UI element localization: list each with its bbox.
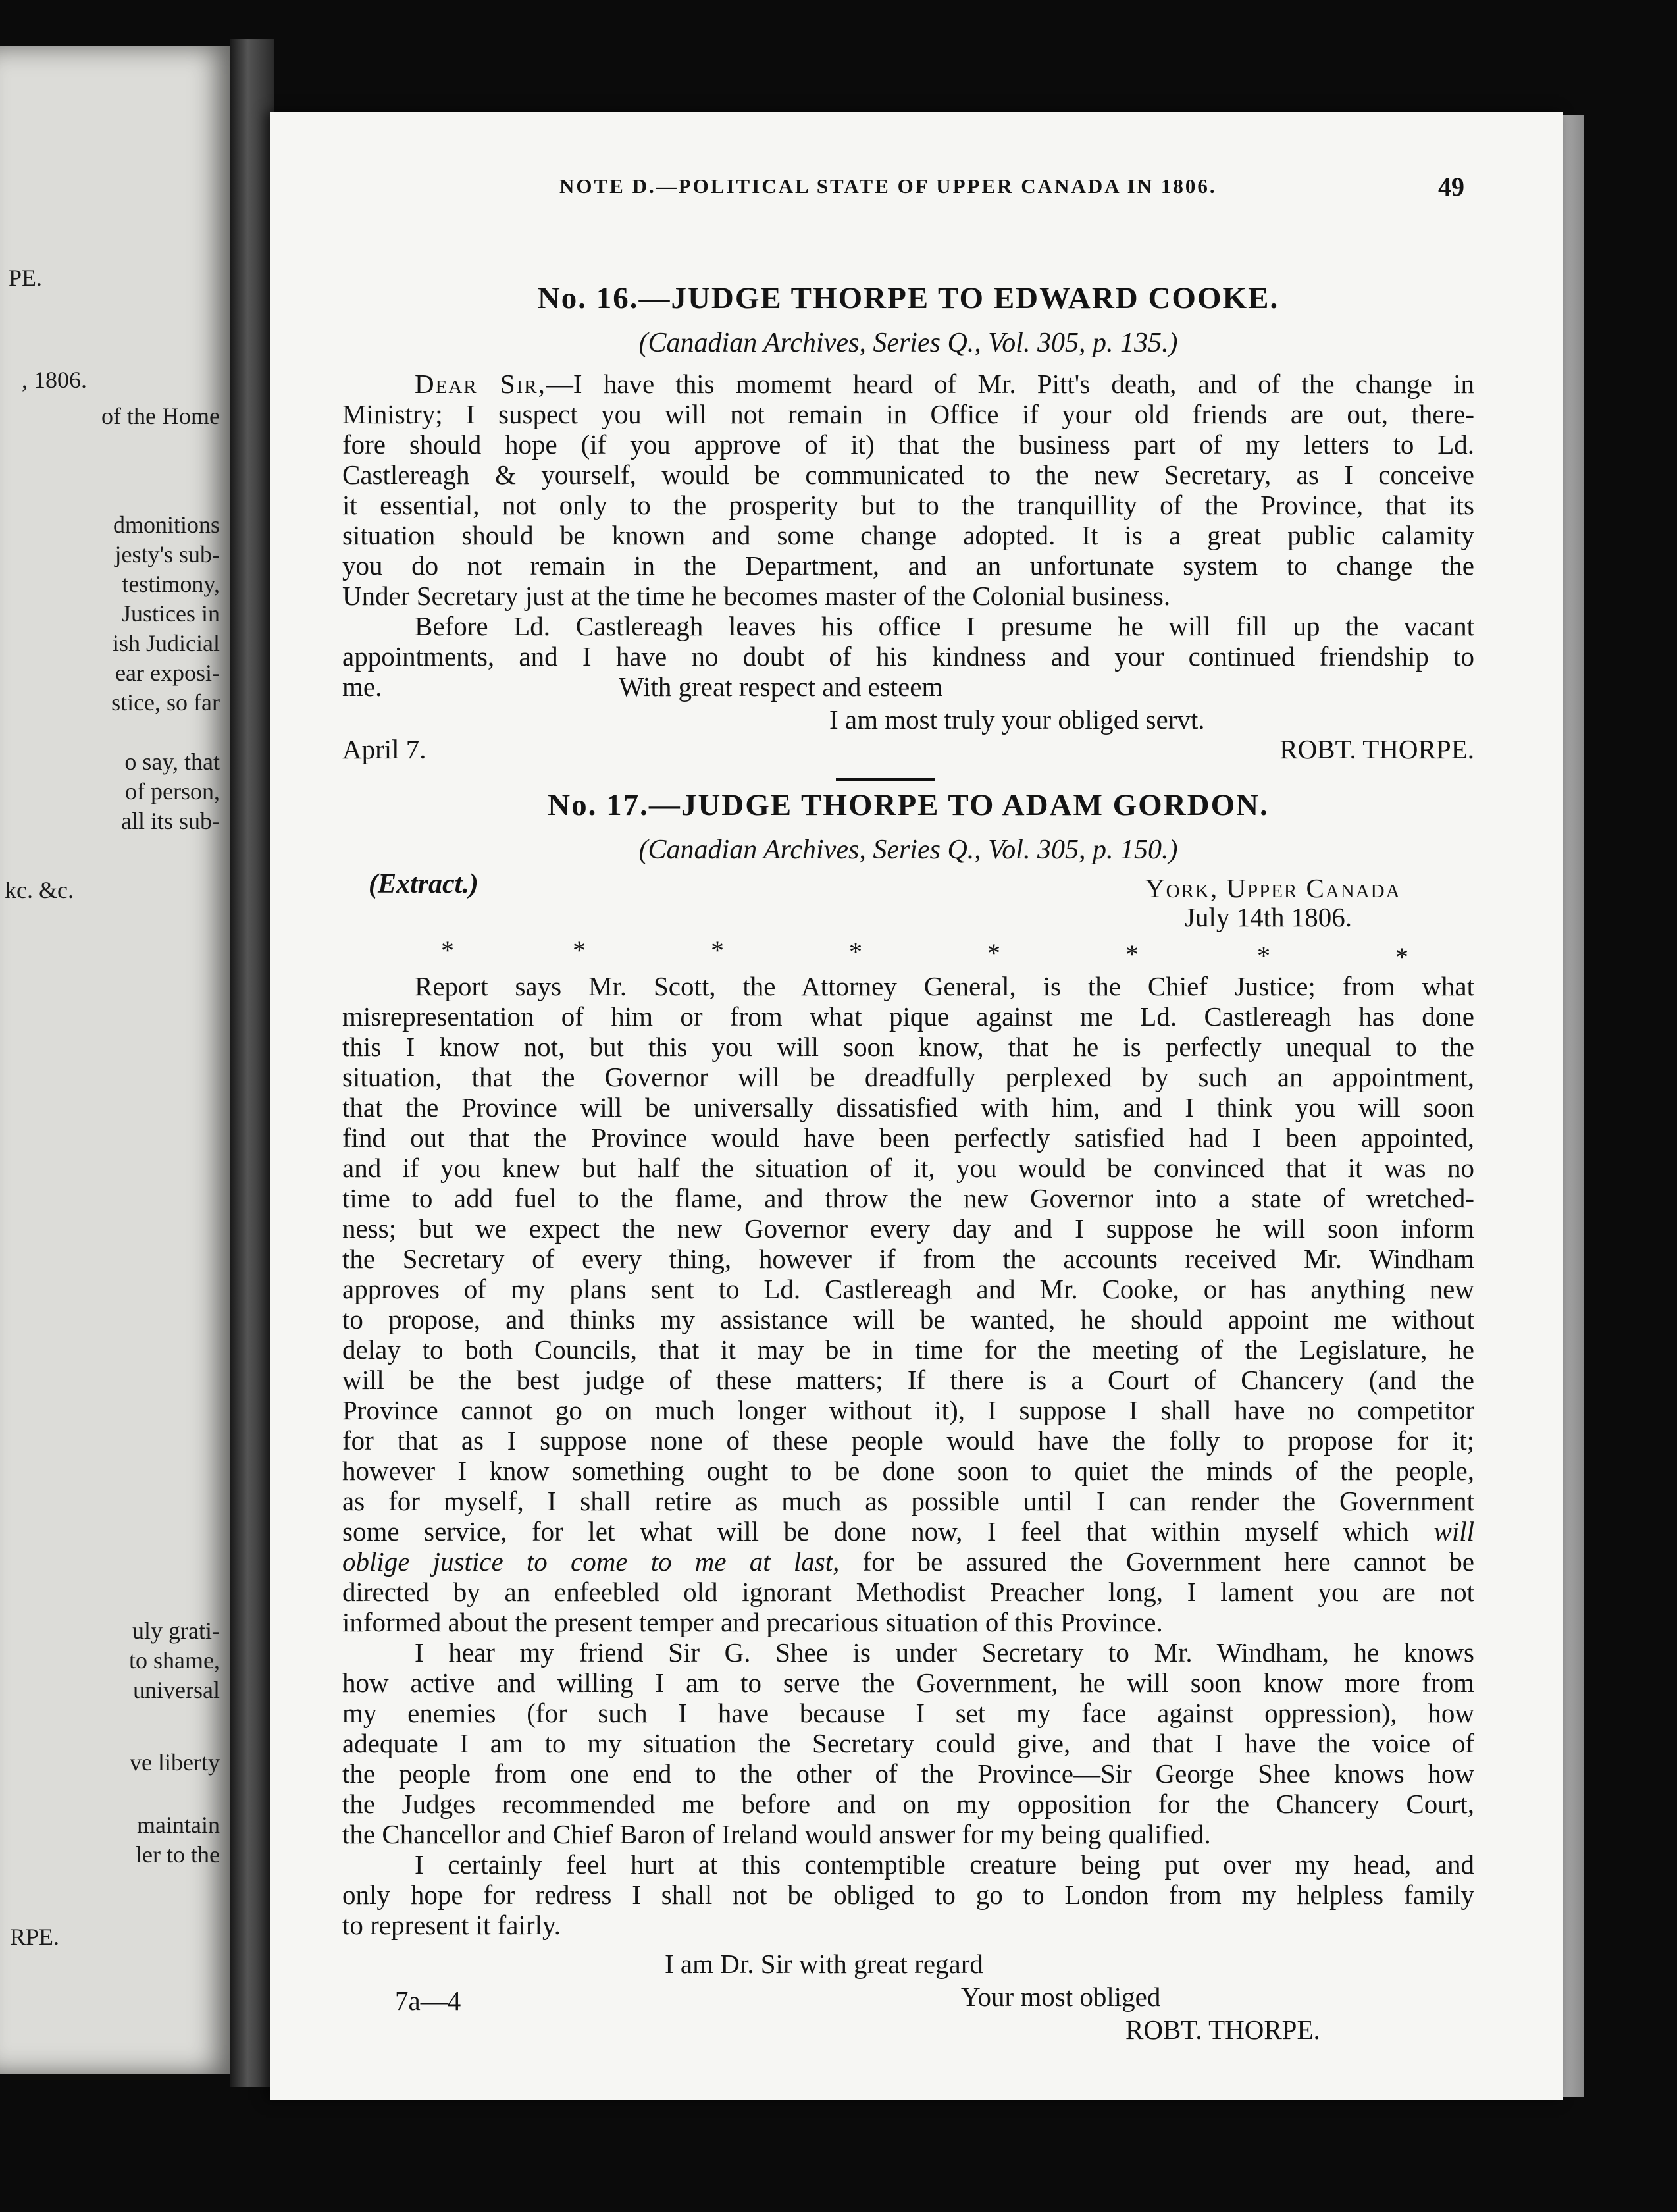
letter-17-line: that the Province will be universally dissatisfied with him, and I think you will soon xyxy=(342,1092,1474,1122)
letter-16-line: Under Secretary just at the time he becomes master of the Colonial business. xyxy=(342,581,1171,611)
letter-17-line: for that as I suppose none of these people would have the folly to propose for it; xyxy=(342,1425,1474,1456)
letter-17-line: will be the best judge of these matters; If there is a Court of Chancery (and the xyxy=(342,1365,1474,1395)
letter-17-line: I certainly feel hurt at this contemptible creature being put over my head, and xyxy=(415,1849,1474,1880)
extract-label: (Extract.) xyxy=(369,869,478,899)
left-fragment: jesty's sub- xyxy=(115,541,220,567)
left-fragment: of person, xyxy=(125,778,220,804)
left-fragment: ve liberty xyxy=(130,1749,220,1776)
letter-16-line: fore should hope (if you approve of it) that the business part of my letters to Ld. xyxy=(342,429,1474,460)
letter-16-line: Before Ld. Castlereagh leaves his office I presume he will fill up the vacant xyxy=(415,611,1474,641)
letter-17-line: the Chancellor and Chief Baron of Ireland would answer for my being qualified. xyxy=(342,1819,1211,1849)
letter-17-line: directed by an enfeebled old ignorant Methodist Preacher long, I lament you are not xyxy=(342,1577,1474,1607)
ellipsis-star: * xyxy=(1125,939,1139,969)
page-number: 49 xyxy=(1438,172,1464,201)
letter-16-signature: ROBT. THORPE. xyxy=(1279,734,1474,764)
left-fragment: all its sub- xyxy=(121,808,220,834)
letter-17-line: delay to both Councils, that it may be in time for the meeting of the Legislature, he xyxy=(342,1334,1474,1365)
letter-17-line: some service, for let what will be done now, I feel that within myself which will xyxy=(342,1516,1475,1546)
letter-17-line: my enemies (for such I have because I set my face against oppression), how xyxy=(342,1698,1474,1728)
signature-mark: 7a—4 xyxy=(395,1986,461,2016)
letter-16-citation: (Canadian Archives, Series Q., Vol. 305, p. 135.) xyxy=(638,328,1178,358)
letter-17-line: only hope for redress I shall not be obliged to go to London from my helpless family xyxy=(342,1880,1474,1910)
letter-17-line: time to add fuel to the flame, and throw the new Governor into a state of wretched- xyxy=(342,1183,1474,1213)
letter-16-line: Ministry; I suspect you will not remain in Office if your old friends are out, there- xyxy=(342,399,1474,429)
letter-16-line: Dear Sir,—I have this momemt heard of Mr. Pitt's death, and of the change in xyxy=(415,369,1474,399)
letter-16-line: you do not remain in the Department, and an unfortunate system to change the xyxy=(342,550,1474,581)
left-fragment: Justices in xyxy=(122,600,220,627)
left-fragment: PE. xyxy=(8,265,42,291)
letter-17-line: the people from one end to the other of the Province—Sir George Shee knows how xyxy=(342,1758,1474,1789)
book-gutter xyxy=(230,40,274,2087)
left-fragment: dmonitions xyxy=(113,512,220,538)
letter-16-line: Castlereagh & yourself, would be communicated to the new Secretary, as I conceive xyxy=(342,460,1474,490)
separator-rule xyxy=(836,778,935,781)
letter-17-line: oblige justice to come to me at last, for be assured the Government here cannot be xyxy=(342,1546,1474,1577)
letter-16-heading: No. 16.—JUDGE THORPE TO EDWARD COOKE. xyxy=(537,281,1279,315)
letter-17-line: to represent it fairly. xyxy=(342,1910,561,1940)
left-fragment: universal xyxy=(133,1677,220,1703)
left-fragment: , 1806. xyxy=(22,367,87,393)
italic-phrase: oblige justice to come to me at last xyxy=(342,1546,833,1577)
letter-17-line: Report says Mr. Scott, the Attorney General, is the Chief Justice; from what xyxy=(415,971,1474,1001)
ellipsis-star: * xyxy=(573,935,586,965)
letter-17-closing: I am Dr. Sir with great regard xyxy=(665,1949,983,1979)
letter-17-line: adequate I am to my situation the Secretary could give, and that I have the voice of xyxy=(342,1728,1474,1758)
letter-17-signature: ROBT. THORPE. xyxy=(1125,2014,1320,2045)
letter-17-line: how active and willing I am to serve the Government, he will soon know more from xyxy=(342,1668,1474,1698)
letter-17-citation: (Canadian Archives, Series Q., Vol. 305, p. 150.) xyxy=(638,835,1178,865)
letter-16-line: situation should be known and some change adopted. It is a great public calamity xyxy=(342,520,1474,550)
left-fragment: to shame, xyxy=(129,1647,220,1673)
letter-17-line: situation, that the Governor will be dreadfully perplexed by such an appointment, xyxy=(342,1062,1474,1092)
letter-17-heading: No. 17.—JUDGE THORPE TO ADAM GORDON. xyxy=(548,788,1269,822)
letter-16-line: appointments, and I have no doubt of his kindness and your continued friendship to xyxy=(342,641,1474,672)
ellipsis-star: * xyxy=(1257,941,1270,970)
left-facing-page xyxy=(0,46,237,2074)
ellipsis-star: * xyxy=(441,935,454,965)
letter-16-line: me. xyxy=(342,672,382,702)
letter-17-line: the Secretary of every thing, however if from the accounts received Mr. Windham xyxy=(342,1244,1474,1274)
running-head: NOTE D.—POLITICAL STATE OF UPPER CANADA IN 1806. xyxy=(559,174,1217,198)
ellipsis-star: * xyxy=(849,937,862,966)
letter-16-closing: With great respect and esteem xyxy=(619,672,943,702)
left-fragment: RPE. xyxy=(9,1924,59,1950)
left-fragment: maintain xyxy=(137,1812,220,1838)
letter-17-line: the Judges recommended me before and on my opposition for the Chancery Court, xyxy=(342,1789,1474,1819)
letter-17-line: however I know something ought to be done soon to quiet the minds of the people, xyxy=(342,1456,1474,1486)
right-page xyxy=(270,112,1563,2100)
letter-17-line: this I know not, but this you will soon know, that he is perfectly unequal to the xyxy=(342,1032,1474,1062)
letter-17-line: approves of my plans sent to Ld. Castlereagh and Mr. Cooke, or has anything new xyxy=(342,1274,1474,1304)
letter-17-line: find out that the Province would have been perfectly satisfied had I been appointed, xyxy=(342,1122,1474,1153)
left-fragment: of the Home xyxy=(101,403,220,429)
letter-17-line: informed about the present temper and precarious situation of this Province. xyxy=(342,1607,1163,1637)
letter-16-date: April 7. xyxy=(342,734,426,764)
left-fragment: o say, that xyxy=(124,749,220,775)
letter-17-line: I hear my friend Sir G. Shee is under Secretary to Mr. Windham, he knows xyxy=(415,1637,1474,1668)
letter-17-line: misrepresentation of him or from what pique against me Ld. Castlereagh has done xyxy=(342,1001,1474,1032)
ellipsis-star: * xyxy=(987,938,1000,968)
letter-17-line: Province cannot go on much longer without it), I suppose I shall have no competitor xyxy=(342,1395,1474,1425)
letter-17-closing: Your most obliged xyxy=(961,1982,1161,2012)
left-fragment: testimony, xyxy=(122,571,220,597)
letter-17-date: July 14th 1806. xyxy=(1185,902,1352,932)
salutation: Dear Sir, xyxy=(415,369,546,399)
ellipsis-star: * xyxy=(1395,942,1408,972)
left-fragment: uly grati- xyxy=(132,1618,220,1644)
letter-16-line: it essential, not only to the prosperity but to the tranquillity of the Province, that its xyxy=(342,490,1474,520)
italic-will: will xyxy=(1433,1516,1475,1546)
left-fragment: kc. &c. xyxy=(5,877,74,903)
letter-17-line: ness; but we expect the new Governor every day and I suppose he will soon inform xyxy=(342,1213,1474,1244)
left-fragment: ler to the xyxy=(136,1841,220,1868)
letter-17-line: as for myself, I shall retire as much as possible until I can render the Government xyxy=(342,1486,1474,1516)
ellipsis-star: * xyxy=(711,935,724,965)
letter-17-line: to propose, and thinks my assistance will be wanted, he should appoint me without xyxy=(342,1304,1474,1334)
left-fragment: stice, so far xyxy=(111,689,220,716)
letter-16-closing: I am most truly your obliged servt. xyxy=(829,704,1205,735)
left-fragment: ear exposi- xyxy=(115,660,220,686)
letter-17-line: and if you knew but half the situation of it, you would be convinced that it was no xyxy=(342,1153,1474,1183)
letter-17-place: York, Upper Canada xyxy=(1145,873,1401,903)
left-fragment: ish Judicial xyxy=(113,630,220,656)
